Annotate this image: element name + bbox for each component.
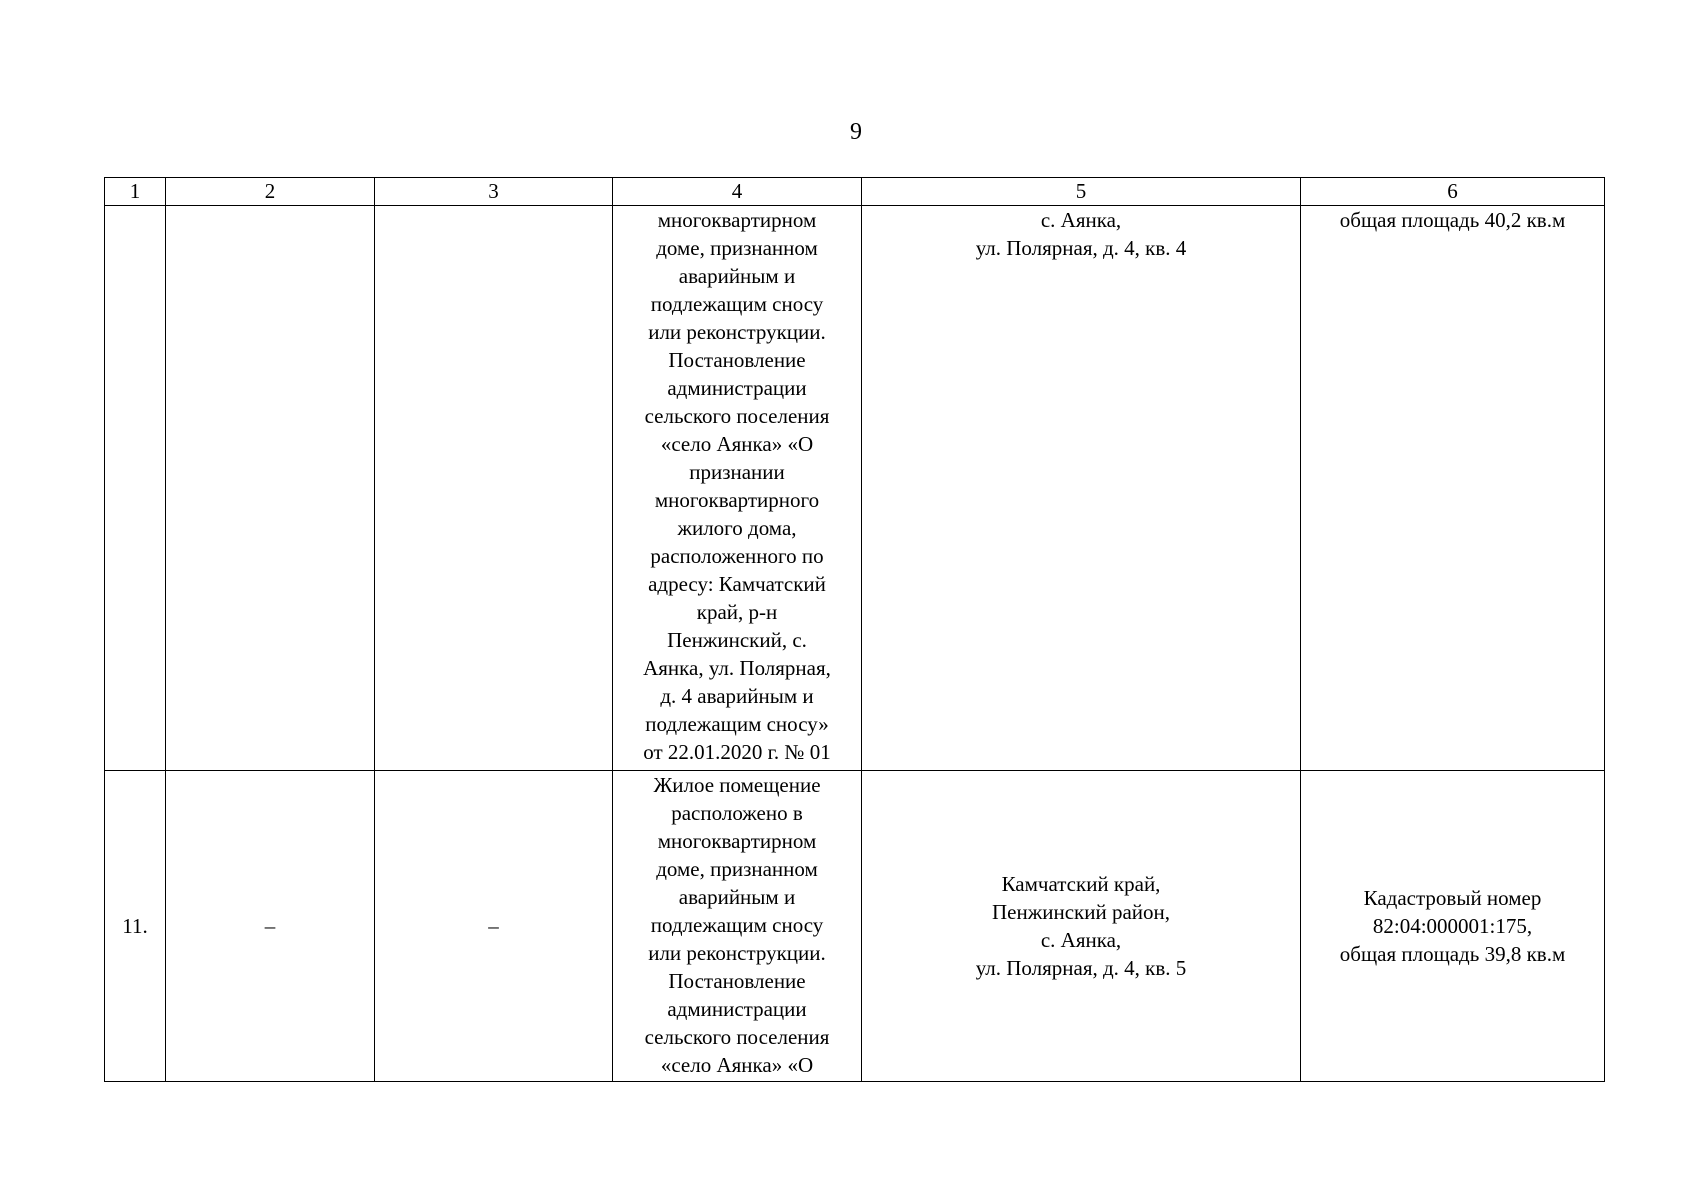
cell-characteristics [1301, 206, 1605, 771]
column-header-2: 2 [166, 178, 375, 206]
cell-characteristics-text: общая площадь 40,2 кв.м [1339, 208, 1566, 232]
registry-table [104, 177, 1605, 1082]
cell-col3 [375, 771, 613, 1082]
table-row [105, 206, 1605, 771]
cell-basis [613, 206, 862, 771]
cell-basis-text: Жилое помещение расположено в многоквартирном доме, признанном аварийным и подлежащим сносу или реконструкции. Постановление администрации сельского поселения «село Аянка» «О [644, 773, 830, 1077]
column-header-5: 5 [862, 178, 1301, 206]
table-row [105, 771, 1605, 1082]
column-header-3: 3 [375, 178, 613, 206]
cell-col2 [166, 771, 375, 1082]
row-number: 11. [122, 914, 148, 938]
table-header-row [105, 178, 1605, 206]
column-header-6: 6 [1301, 178, 1605, 206]
cell-basis [613, 771, 862, 1082]
cell-characteristics-text: Кадастровый номер 82:04:000001:175, общая площадь 39,8 кв.м [1339, 886, 1566, 966]
row-number-cell [105, 206, 166, 771]
cell-address [862, 206, 1301, 771]
cell-address [862, 771, 1301, 1082]
cell-address-text: с. Аянка, ул. Полярная, д. 4, кв. 4 [975, 208, 1187, 260]
cell-characteristics [1301, 771, 1605, 1082]
row-number-cell [105, 771, 166, 1082]
column-header-1: 1 [105, 178, 166, 206]
cell-col2 [166, 206, 375, 771]
cell-col2-text: – [264, 914, 276, 938]
cell-address-text: Камчатский край, Пенжинский район, с. Аянка, ул. Полярная, д. 4, кв. 5 [975, 872, 1187, 980]
page-number: 9 [850, 119, 862, 145]
cell-basis-text: многоквартирном доме, признанном аварийным и подлежащим сносу или реконструкции. Постановление администрации сельского поселения «село Аянка» «О признании многоквартирного жилого дома, расположенного по адресу: Камчатский край, р-н Пенжинский, с. Аянка, ул. Полярная, д. 4 аварийным и подлежащим сносу» от 22.01.2020 г. № 01 [643, 208, 831, 764]
cell-col3 [375, 206, 613, 771]
column-header-4: 4 [613, 178, 862, 206]
cell-col3-text: – [488, 914, 499, 938]
